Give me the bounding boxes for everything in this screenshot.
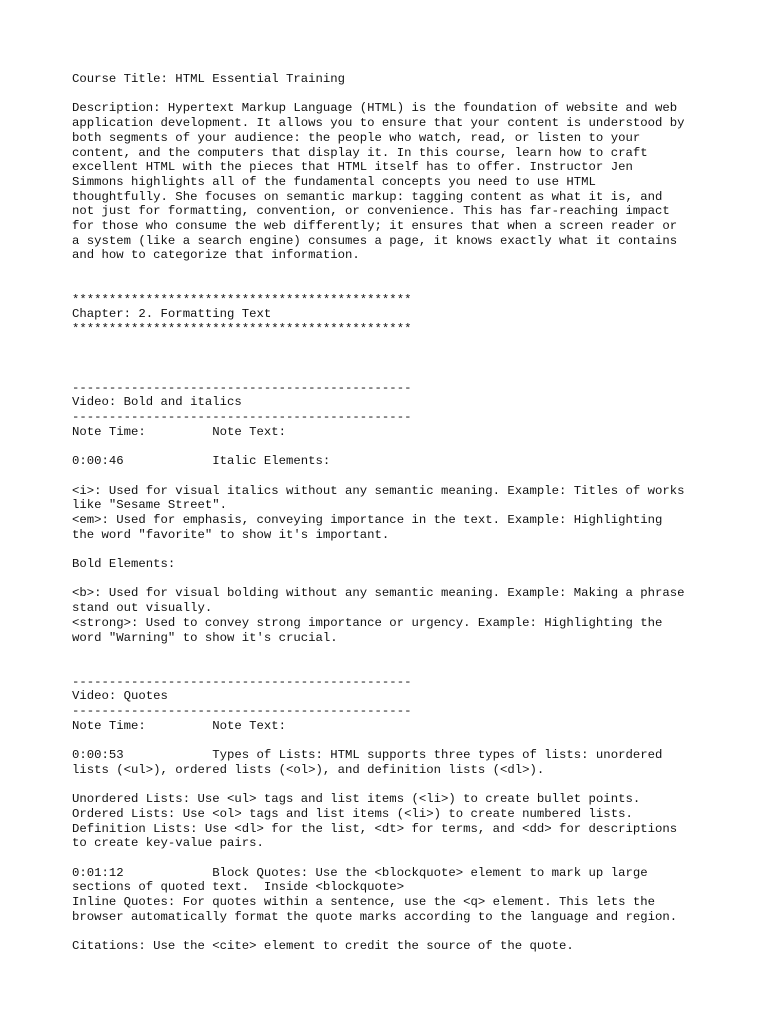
chapter-border: ********************************************** [72,321,412,336]
spacer [72,278,712,293]
chapter-header [72,293,712,337]
note-header: Note Time: Note Text: [72,718,287,733]
description-line: for those who consume the web differently; it ensures that when a screen reader or [72,219,678,234]
course-description [72,101,712,263]
description-line: excellent HTML with the pieces that HTML itself has to offer. Instructor Jen [72,160,633,175]
description-line: Simmons highlights all of the fundamental concepts you need to use HTML [72,174,596,189]
chapter-border: ********************************************** [72,292,412,307]
spacer [72,439,712,454]
spacer [72,851,712,866]
document-page [72,72,712,954]
note-line: like "Sesame Street". [72,498,227,513]
video-title: Video: Quotes [72,689,168,704]
note-line: Ordered Lists: Use <ol> tags and list items (<li>) to create numbered lists. [72,806,633,821]
note-line: Unordered Lists: Use <ul> tags and list items (<li>) to create bullet points. [72,792,641,807]
spacer [72,645,712,660]
spacer [72,925,712,940]
spacer [72,337,712,352]
description-line: not just for formatting, convention, or convenience. This has far-reaching impact [72,204,670,219]
note-first-line: 0:00:46 Italic Elements: [72,454,331,469]
video-rule: ---------------------------------------------- [72,410,412,425]
note-line: Inline Quotes: For quotes within a sentence, use the <q> element. This lets the [72,895,655,910]
note-header: Note Time: Note Text: [72,424,287,439]
video-rule: ---------------------------------------------- [72,380,412,395]
spacer [72,733,712,748]
chapter-title: Chapter: 2. Formatting Text [72,307,272,322]
spacer [72,263,712,278]
note-line: <i>: Used for visual italics without any semantic meaning. Example: Titles of works [72,483,685,498]
note-line: browser automatically format the quote marks according to the language and region. [72,909,678,924]
spacer [72,660,712,675]
video-section [72,675,712,954]
video-section [72,381,712,646]
description-line: thoughtfully. She focuses on semantic markup: tagging content as what it is, and [72,189,663,204]
spacer [72,366,712,381]
note-line: to create key-value pairs. [72,836,264,851]
note-line: word "Warning" to show it's crucial. [72,630,338,645]
note-first-line: 0:00:53 Types of Lists: HTML supports three types of lists: unordered [72,748,663,763]
note-entry [72,866,712,954]
spacer [72,572,712,587]
note-line: <em>: Used for emphasis, conveying importance in the text. Example: Highlighting [72,512,663,527]
description-line: application development. It allows you to ensure that your content is understood by [72,116,685,131]
note-first-line: 0:01:12 Block Quotes: Use the <blockquote> element to mark up large [72,865,648,880]
note-line: Bold Elements: [72,557,176,572]
note-line: the word "favorite" to show it's important. [72,527,390,542]
spacer [72,542,712,557]
description-line: and how to categorize that information. [72,248,360,263]
description-line: a system (like a search engine) consumes a page, it knows exactly what it contains [72,233,678,248]
description-line: both segments of your audience: the people who watch, read, or listen to your [72,130,641,145]
note-line: Definition Lists: Use <dl> for the list, <dt> for terms, and <dd> for descriptions [72,821,678,836]
note-line: sections of quoted text. Inside <blockquote> [72,880,405,895]
note-line: <b>: Used for visual bolding without any semantic meaning. Example: Making a phrase [72,586,685,601]
note-line: stand out visually. [72,601,213,616]
note-line: <strong>: Used to convey strong importance or urgency. Example: Highlighting the [72,615,663,630]
spacer [72,469,712,484]
note-line: lists (<ul>), ordered lists (<ol>), and definition lists (<dl>). [72,762,545,777]
spacer [72,778,712,793]
spacer [72,87,712,102]
note-entry [72,748,712,851]
video-rule: ---------------------------------------------- [72,674,412,689]
description-line: Description: Hypertext Markup Language (HTML) is the foundation of website and web [72,101,678,116]
spacer [72,351,712,366]
video-rule: ---------------------------------------------- [72,704,412,719]
course-title: Course Title: HTML Essential Training [72,72,346,86]
note-entry [72,454,712,645]
note-line: Citations: Use the <cite> element to credit the source of the quote. [72,939,574,954]
video-title: Video: Bold and italics [72,395,242,410]
description-line: content, and the computers that display it. In this course, learn how to craft [72,145,648,160]
